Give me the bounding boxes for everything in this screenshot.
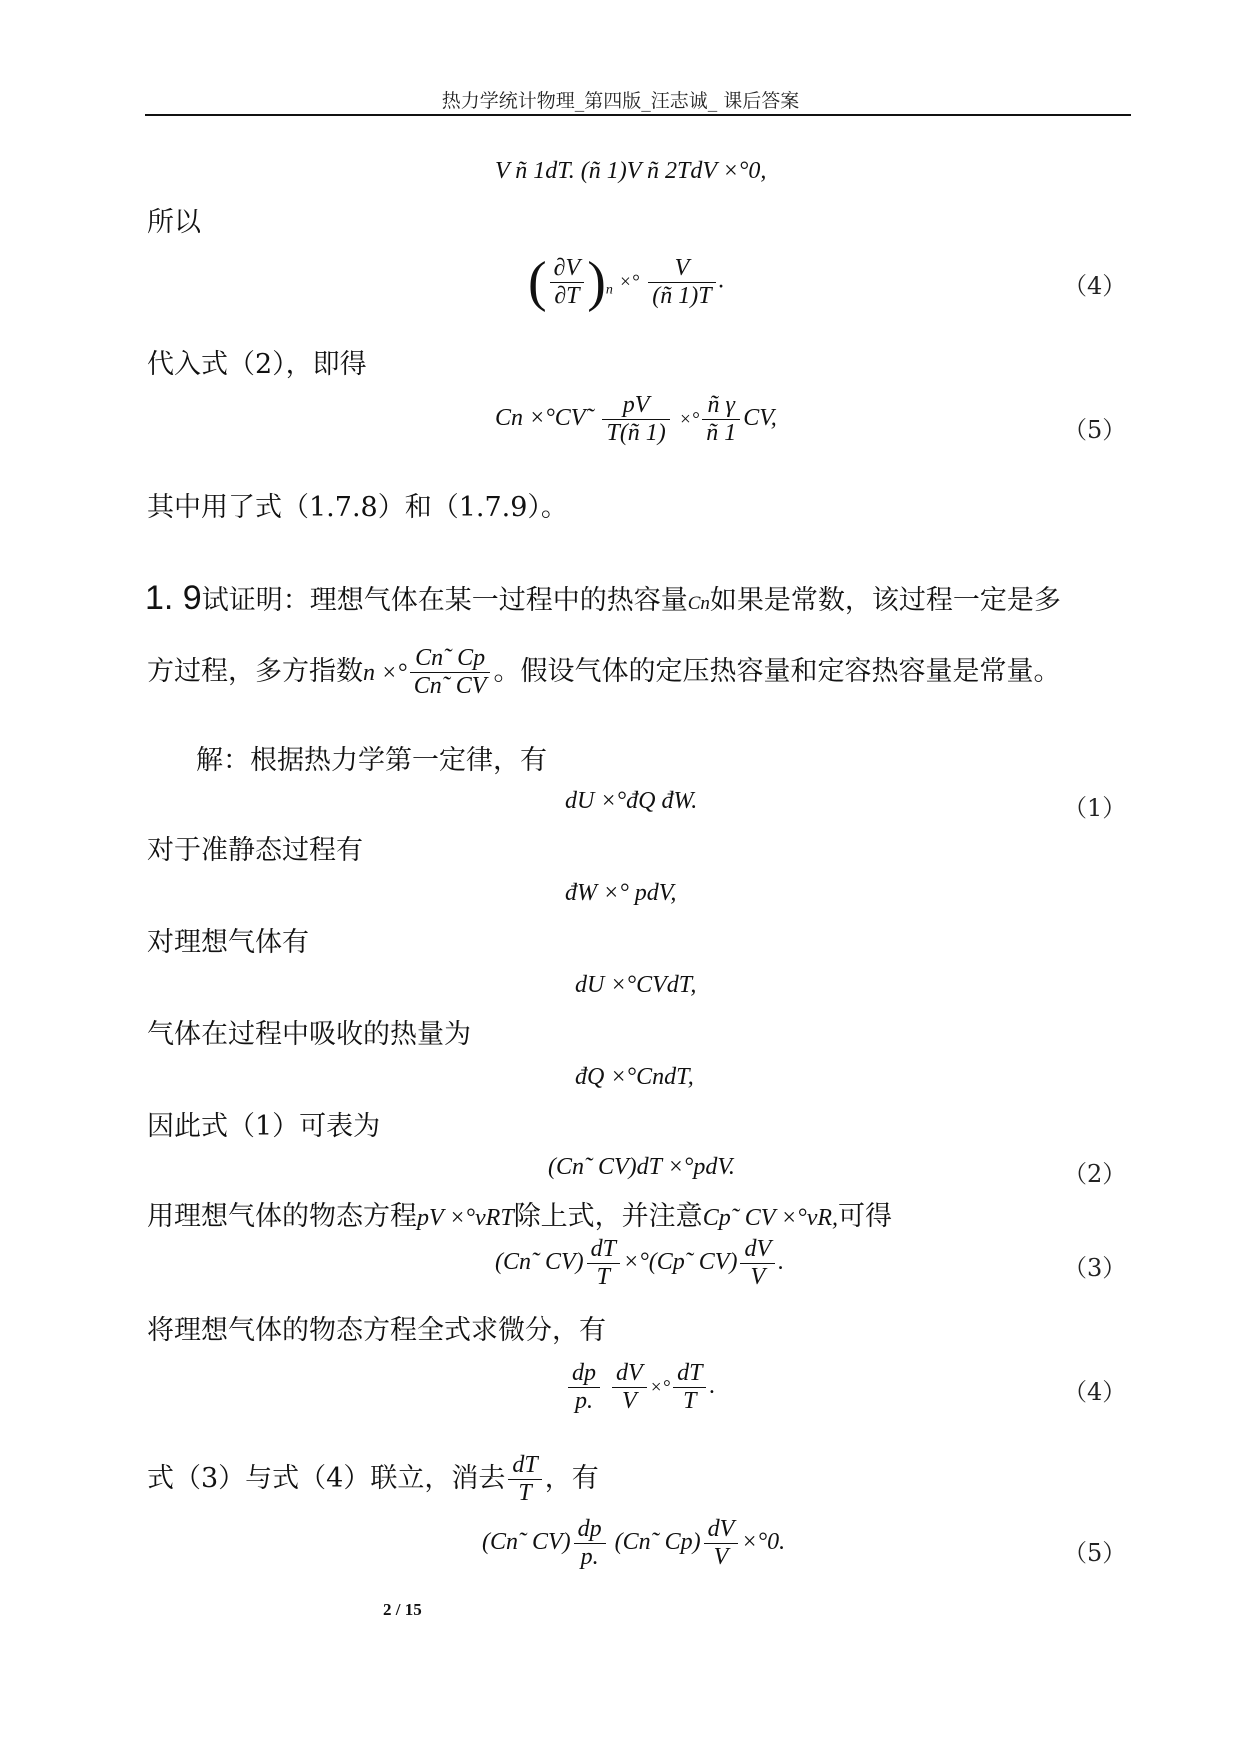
equation-number-2: （2） <box>1063 1160 1127 1188</box>
section-number: 1. 9 <box>145 579 202 617</box>
section2-text-part2: 。假设气体的定压热容量和定容热容量是常量。 <box>493 656 1061 687</box>
eq4a-mid: ×° <box>618 271 640 293</box>
equation-number-4b: （4） <box>1063 1378 1127 1406</box>
eq4b-f1-num: dp <box>568 1360 600 1388</box>
equation-number-3: （3） <box>1063 1254 1127 1282</box>
equation-5a <box>495 392 777 447</box>
eq5a-f2-num: ñ γ <box>702 392 740 420</box>
text-qizhong: 其中用了式（1.7.8）和（1.7.9）。 <box>147 492 568 523</box>
text-dairu: 代入式（2），即得 <box>147 349 367 380</box>
eq5b-f1-den: p. <box>580 1544 599 1570</box>
equation-4b <box>565 1360 715 1415</box>
eq4a-lhs-den: ∂T <box>554 282 580 309</box>
eq4a-lhs-num: ∂V <box>550 255 585 283</box>
text-yinci: 因此式（1）可表为 <box>147 1111 381 1142</box>
text-shi-frac-num: dT <box>508 1452 541 1480</box>
eq3-tail: . <box>778 1249 785 1276</box>
eq4a-tail: . <box>718 267 725 294</box>
eq3-f2-den: V <box>750 1264 766 1290</box>
section2-text-part1: 方过程，多方指数 <box>147 656 363 687</box>
text-shi-frac-den: T <box>518 1480 532 1506</box>
eq4a-sub: n <box>605 282 613 298</box>
text-qiti: 气体在过程中吸收的热量为 <box>147 1019 471 1050</box>
eq5a-f2-den: ñ 1 <box>706 420 737 446</box>
text-yong-eq2: Cp˜ CV ×°vR, <box>702 1205 839 1231</box>
text-yong-part3: 可得 <box>838 1201 893 1232</box>
eq5b-tail: ×°0. <box>741 1529 786 1556</box>
eq4b-f2-num: dV <box>612 1360 647 1388</box>
section-cn-symbol: Cn <box>687 593 710 614</box>
equation-5b <box>482 1516 785 1571</box>
text-jie: 解：根据热力学第一定律，有 <box>196 745 547 776</box>
section2-frac-num: Cn˜ Cp <box>410 645 491 673</box>
page-number: 2 / 15 <box>383 1600 422 1619</box>
section2-n: n ×° <box>363 660 407 686</box>
eq3-f1-den: T <box>596 1264 611 1290</box>
equation-du: dU ×°CVdT, <box>575 972 697 998</box>
section-1-9-line1 <box>145 578 1061 618</box>
eq4b-f1-den: p. <box>575 1388 593 1414</box>
text-yong-part2: 除上式，并注意 <box>513 1201 703 1232</box>
equation-number-4a: （4） <box>1063 272 1127 300</box>
section2-frac-den: Cn˜ CV <box>413 673 487 699</box>
eq3-f1-num: dT <box>587 1236 620 1264</box>
eq5b-f2-num: dV <box>704 1516 739 1544</box>
text-yong-part1: 用理想气体的物态方程 <box>147 1201 417 1232</box>
equation-dw: đW ×° pdV, <box>565 880 677 906</box>
eq5a-f1-num: pV <box>602 392 669 420</box>
eq5a-f1-den: T(ñ 1) <box>606 420 666 446</box>
section-1-9-line2 <box>147 645 1060 700</box>
equation-top: V ñ 1dT. (ñ 1)V ñ 2TdV ×°0, <box>495 158 767 184</box>
equation-2: (Cn˜ CV)dT ×°pdV. <box>548 1154 735 1180</box>
eq4a-rhs-num: V <box>648 255 715 283</box>
eq5a-lhs: Cn ×°CV˜ <box>495 405 594 432</box>
eq4a-rhs-den: (ñ 1)T <box>652 282 712 309</box>
eq5b-b: (Cn˜ Cp) <box>614 1529 701 1556</box>
equation-4a: ( $\frac{\partial V}{\partial T}$ )$_n$ ×° $\frac{V}{(ñ 1)T}$ . <box>528 251 725 313</box>
eq3-a: (Cn˜ CV) <box>495 1249 584 1276</box>
text-yong <box>147 1194 892 1233</box>
text-yong-eq1: pV ×°vRT <box>417 1205 514 1231</box>
eq5b-f2-den: V <box>713 1544 729 1570</box>
section-text-part1: 试证明：理想气体在某一过程中的热容量 <box>201 585 688 616</box>
text-lixiang: 对理想气体有 <box>147 927 309 958</box>
equation-1: dU ×°đQ đW. <box>565 788 698 814</box>
eq5a-tail: CV, <box>743 405 777 432</box>
equation-dq: đQ ×°CndT, <box>575 1064 694 1090</box>
text-zhunjing: 对于准静态过程有 <box>147 835 363 866</box>
text-shi <box>147 1452 599 1507</box>
eq4b-f2-den: V <box>622 1388 637 1414</box>
eq4b-f3-den: T <box>683 1388 697 1414</box>
eq3-f2-num: dV <box>740 1236 775 1264</box>
text-suoyi: 所以 <box>147 207 201 238</box>
page-header-title: 热力学统计物理_第四版_汪志诚_ 课后答案 <box>441 90 800 112</box>
eq5b-f1-num: dp <box>574 1516 606 1544</box>
equation-number-5a: （5） <box>1063 416 1127 444</box>
eq3-b: ×°(Cp˜ CV) <box>623 1249 738 1276</box>
eq4b-tail: . <box>709 1373 716 1400</box>
equation-number-1: （1） <box>1063 794 1127 822</box>
equation-3 <box>495 1236 784 1291</box>
eq4b-f3-num: dT <box>673 1360 706 1388</box>
equation-number-5b: （5） <box>1063 1539 1127 1567</box>
header-divider <box>145 114 1131 116</box>
text-jiang: 将理想气体的物态方程全式求微分，有 <box>147 1315 606 1346</box>
eq5a-mid: ×° <box>678 409 700 431</box>
section-text-part2: 如果是常数，该过程一定是多 <box>709 585 1061 616</box>
text-shi-part2: ，有 <box>544 1463 599 1494</box>
text-shi-part1: 式（3）与式（4）联立，消去 <box>147 1463 506 1494</box>
eq5b-a: (Cn˜ CV) <box>482 1529 571 1556</box>
eq4b-mid: ×° <box>649 1377 671 1399</box>
